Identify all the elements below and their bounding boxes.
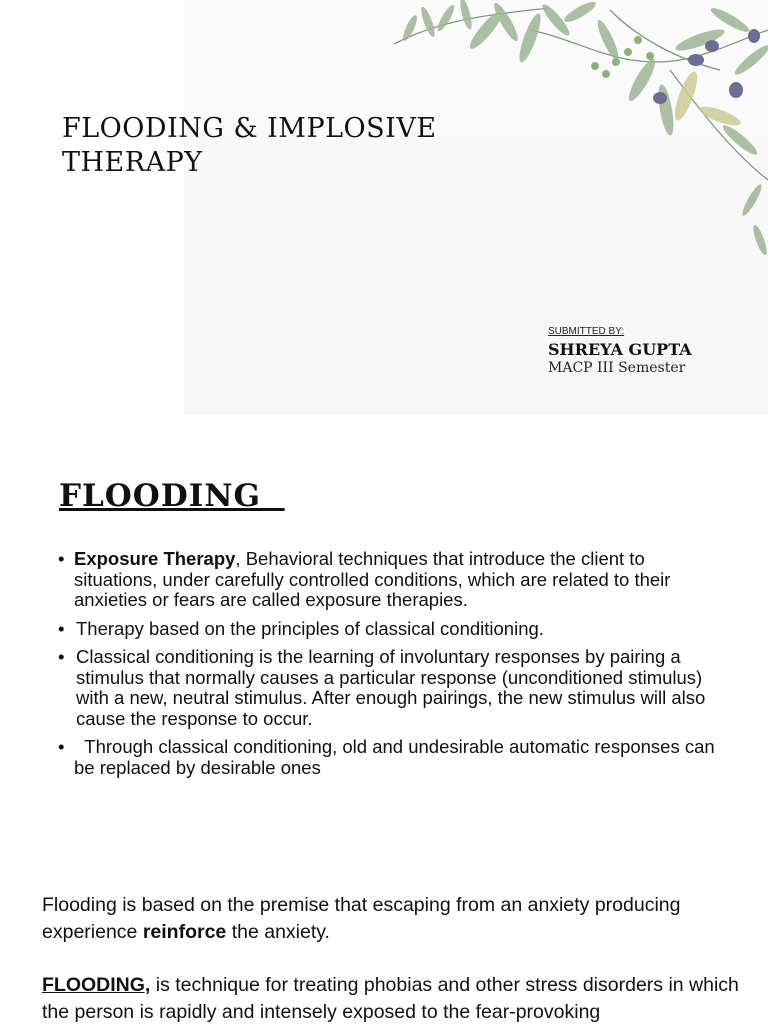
bullet-bold-term: Exposure Therapy — [74, 548, 236, 569]
list-item — [58, 647, 718, 729]
bullet-marker: • — [58, 736, 65, 757]
premise-bold-word: reinforce — [142, 921, 227, 943]
section-heading: FLOODING — [59, 478, 285, 514]
author-name: SHREYA GUPTA — [548, 340, 692, 359]
title-slide — [0, 0, 768, 414]
flooding-slide — [0, 418, 768, 1024]
bullet-text: Through classical conditioning, old and undesirable automatic responses can be replaced by desirable ones — [74, 736, 720, 778]
premise-paragraph — [42, 892, 742, 946]
list-item — [58, 549, 718, 611]
definition-text: is technique for treating phobias and other stress disorders in which the person is rapidly and intensely exposed to the fear-provoking — [42, 974, 739, 1023]
list-item — [58, 619, 718, 640]
presentation-title: FLOODING & IMPLOSIVE THERAPY — [62, 113, 437, 178]
definition-paragraph — [42, 972, 742, 1026]
bullet-marker: • — [58, 646, 65, 667]
bullet-text: , Behavioral techniques that introduce the client to situations, under carefully controlled conditions, which are related to their anxieties or fears are called exposure therapies. — [74, 548, 671, 610]
bullet-list — [58, 549, 718, 786]
course-label: MACP III Semester — [548, 360, 686, 376]
submitted-by-label: SUBMITTED BY: — [548, 326, 625, 337]
list-item — [58, 737, 718, 778]
definition-term: FLOODING, — [42, 974, 151, 996]
bullet-marker: • — [58, 548, 65, 569]
bullet-marker: • — [58, 617, 65, 639]
bullet-text: Therapy based on the principles of classical conditioning. — [76, 617, 544, 639]
premise-text-end: the anxiety. — [226, 921, 330, 943]
bullet-text: Classical conditioning is the learning of involuntary responses by pairing a stimulus that normally causes a particular response (unconditioned stimulus) with a new, neutral stimulus. After enough pairings, the new stimulus will also cause the response to occur. — [76, 646, 706, 729]
premise-text: Flooding is based on the premise that escaping from an anxiety producing experience — [42, 894, 681, 943]
